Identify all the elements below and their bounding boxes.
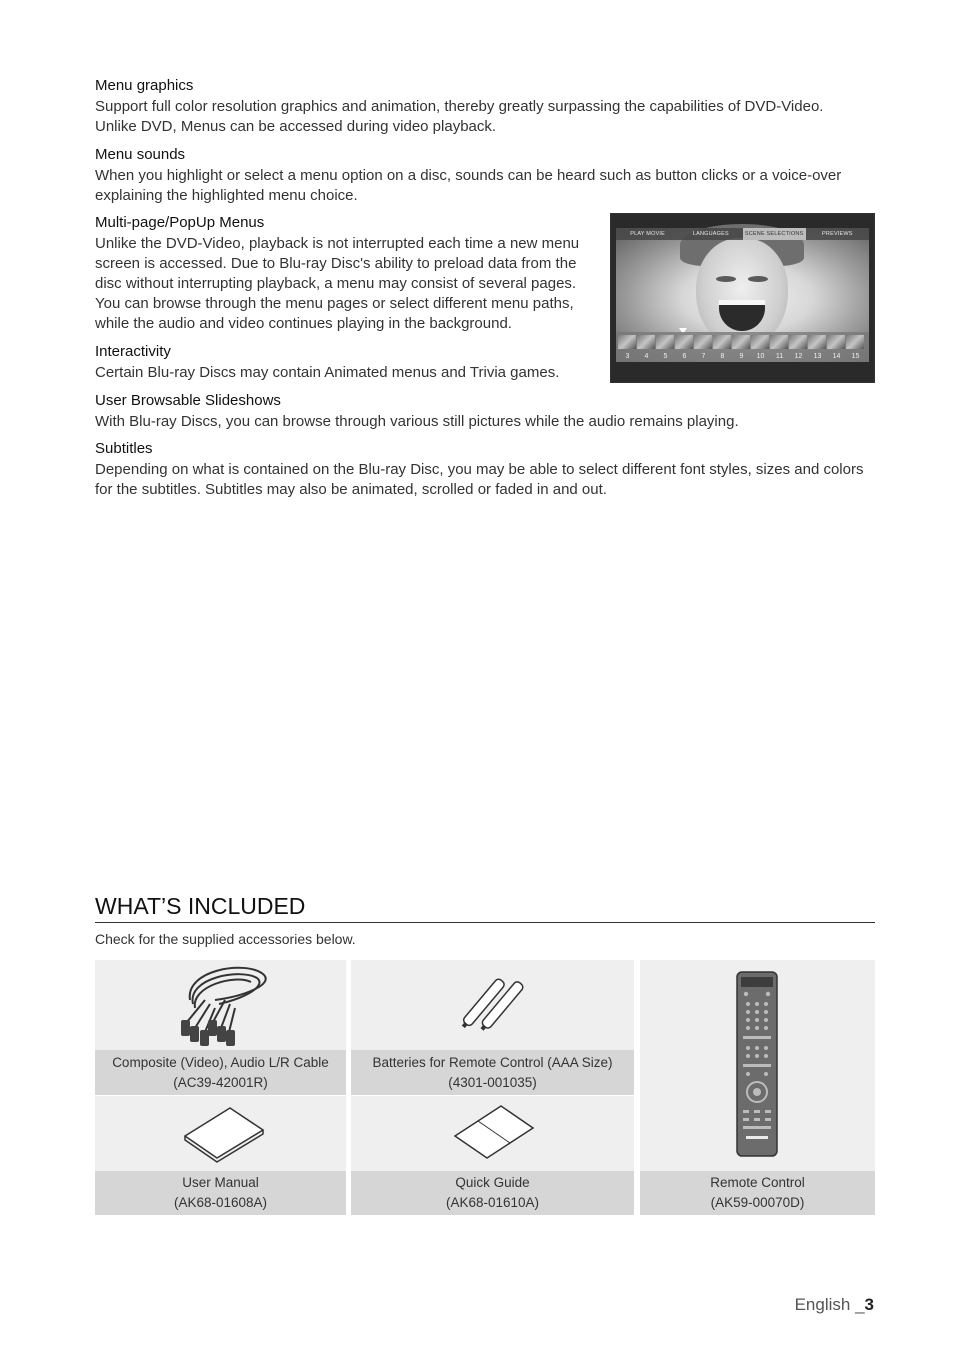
text-line: Depending on what is contained on the Blu-ray Disc, you may be able to select different font styles, sizes and colors bbox=[95, 461, 864, 478]
accessory-name: Composite (Video), Audio L/R Cable bbox=[112, 1054, 329, 1070]
section-heading: Interactivity bbox=[95, 343, 171, 360]
text-line: while the audio and video continues playing in the background. bbox=[95, 315, 512, 332]
scene-thumbnail bbox=[732, 335, 750, 349]
accessory-code: (AK68-01608A) bbox=[173, 1195, 268, 1210]
remote-control-icon bbox=[640, 960, 875, 1170]
scene-thumbnail bbox=[789, 335, 807, 349]
scene-thumbnail bbox=[694, 335, 712, 349]
scene-thumbnail bbox=[808, 335, 826, 349]
scene-strip bbox=[616, 332, 869, 362]
chapter-number: 14 bbox=[832, 353, 841, 360]
text-line: Certain Blu-ray Discs may contain Animated menus and Trivia games. bbox=[95, 364, 560, 381]
chapter-number: 6 bbox=[682, 353, 687, 360]
accessory-remote-control bbox=[640, 960, 875, 1215]
text-line: With Blu-ray Discs, you can browse through various still pictures while the audio remains playing. bbox=[95, 413, 739, 430]
section-heading: Multi-page/PopUp Menus bbox=[95, 214, 265, 231]
text-line: for the subtitles. Subtitles may also be animated, scrolled or faded in and out. bbox=[95, 481, 607, 498]
accessory-caption bbox=[351, 1171, 634, 1215]
scene-thumbnail bbox=[618, 335, 636, 349]
section-heading: User Browsable Slideshows bbox=[95, 392, 281, 409]
accessory-name: Quick Guide bbox=[455, 1175, 530, 1190]
accessory-code: (4301-001035) bbox=[448, 1074, 537, 1090]
footer-language: English _ bbox=[794, 1295, 865, 1314]
accessory-name: Batteries for Remote Control (AAA Size) bbox=[372, 1054, 613, 1070]
chapter-number: 13 bbox=[813, 353, 822, 360]
accessory-caption bbox=[95, 1171, 346, 1215]
scene-thumbnail bbox=[713, 335, 731, 349]
section-text bbox=[95, 166, 841, 206]
scene-thumbnail bbox=[656, 335, 674, 349]
chapter-number: 11 bbox=[775, 353, 784, 360]
accessory-caption bbox=[351, 1050, 634, 1095]
chapter-numbers bbox=[618, 353, 865, 361]
accessory-user-manual bbox=[95, 1096, 346, 1215]
section-text bbox=[95, 412, 739, 432]
text-line: explaining the highlighted menu choice. bbox=[95, 187, 358, 204]
bluray-menu-screenshot bbox=[610, 213, 875, 383]
batteries-icon bbox=[351, 960, 634, 1050]
scene-thumbnail bbox=[770, 335, 788, 349]
chapter-number: 5 bbox=[663, 353, 668, 360]
quick-guide-icon bbox=[351, 1096, 634, 1171]
cable-icon bbox=[95, 960, 346, 1050]
page-footer bbox=[795, 1295, 874, 1315]
text-line: disc without interrupting playback, a menu may consist of several pages. bbox=[95, 275, 577, 292]
scene-thumbnail bbox=[637, 335, 655, 349]
section-heading: Menu graphics bbox=[95, 77, 194, 94]
accessory-cable bbox=[95, 960, 346, 1095]
text-line: Unlike DVD, Menus can be accessed during video playback. bbox=[95, 118, 497, 135]
text-line: Support full color resolution graphics and animation, thereby greatly surpassing the capabilities of DVD-Video. bbox=[95, 98, 824, 115]
chapter-number: 9 bbox=[739, 353, 744, 360]
section-text bbox=[95, 460, 863, 500]
page-number: 3 bbox=[864, 1295, 874, 1314]
accessory-code: (AK68-01610A) bbox=[445, 1195, 540, 1210]
chapter-number: 7 bbox=[701, 353, 706, 360]
tab-play-movie: PLAY MOVIE bbox=[630, 231, 666, 237]
text-line: When you highlight or select a menu option on a disc, sounds can be heard such as button clicks or a voice-over bbox=[95, 167, 842, 184]
text-line: You can browse through the menu pages or select different menu paths, bbox=[95, 295, 574, 312]
chapter-number: 10 bbox=[756, 353, 765, 360]
scene-thumbnail bbox=[675, 335, 693, 349]
accessory-caption bbox=[95, 1050, 346, 1095]
tab-previews: PREVIEWS bbox=[822, 231, 853, 237]
whats-included-title: WHAT’S INCLUDED bbox=[95, 893, 875, 923]
menu-tabs bbox=[616, 228, 869, 240]
manual-icon bbox=[95, 1096, 346, 1171]
chapter-number: 8 bbox=[720, 353, 725, 360]
chapter-number: 3 bbox=[625, 353, 630, 360]
chapter-number: 15 bbox=[851, 353, 860, 360]
accessory-quick-guide bbox=[351, 1096, 634, 1215]
accessory-code: (AK59-00070D) bbox=[710, 1195, 805, 1210]
section-text bbox=[95, 363, 559, 383]
section-heading: Subtitles bbox=[95, 440, 153, 457]
scene-thumbnail bbox=[751, 335, 769, 349]
chapter-number: 12 bbox=[794, 353, 803, 360]
accessory-name: Remote Control bbox=[710, 1175, 805, 1190]
scene-thumbnails bbox=[618, 335, 864, 349]
scene-thumbnail bbox=[827, 335, 845, 349]
tab-scene-selections: SCENE SELECTIONS bbox=[743, 228, 806, 240]
section-text bbox=[95, 97, 823, 137]
text-line: Unlike the DVD-Video, playback is not interrupted each time a new menu bbox=[95, 235, 580, 252]
section-text bbox=[95, 234, 579, 334]
accessory-caption bbox=[640, 1171, 875, 1215]
chapter-number: 4 bbox=[644, 353, 649, 360]
section-heading: Menu sounds bbox=[95, 146, 186, 163]
tab-languages: LANGUAGES bbox=[692, 231, 729, 237]
text-line: screen is accessed. Due to Blu-ray Disc's ability to preload data from the bbox=[95, 255, 577, 272]
whats-included-intro: Check for the supplied accessories below. bbox=[95, 931, 356, 947]
accessory-name: User Manual bbox=[182, 1175, 259, 1190]
accessory-code: (AC39-42001R) bbox=[173, 1074, 268, 1090]
accessory-batteries bbox=[351, 960, 634, 1095]
scene-thumbnail bbox=[846, 335, 864, 349]
